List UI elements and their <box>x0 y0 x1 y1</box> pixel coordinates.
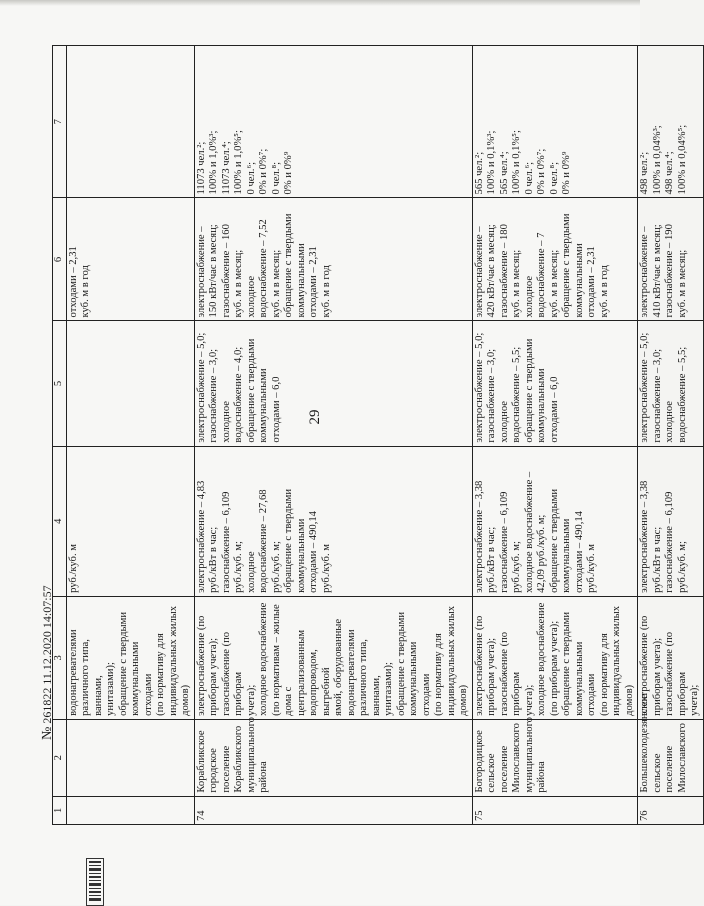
population-cell: 11073 чел.²; 100% и 1,0%³; 11073 чел.⁴; 100% и 1,0%⁵; 0 чел.⁶; 0% и 0%⁷; 0 чел.⁸; 0% и 0%⁹ <box>194 46 472 198</box>
number-sign: № <box>40 726 55 740</box>
barcode-stamp-icon <box>86 858 104 906</box>
table-row <box>472 46 638 825</box>
header-cell: 4 <box>53 446 67 596</box>
population-cell: 565 чел.²; 100% и 0,1%³; 565 чел.⁴; 100% и 0,1%⁵; 0 чел.⁶; 0% и 0%⁷; 0 чел.⁸; 0% и 0%⁹ <box>472 46 638 198</box>
rotated-table-wrapper <box>52 45 700 825</box>
row-number-cell: 76 <box>638 796 704 824</box>
document-serial <box>40 420 58 740</box>
header-cell: 1 <box>53 796 67 824</box>
row-number-cell <box>66 796 194 824</box>
page-number: 29 <box>307 409 323 425</box>
table-row <box>194 46 472 825</box>
services-cell: электроснабжение (по приборам учета); газоснабжение (по приборам учета); <box>638 596 704 719</box>
header-cell: 5 <box>53 321 67 446</box>
population-cell: 498 чел.²; 100% и 0,04%³; 498 чел.⁴; 100% и 0,04%⁵; <box>638 46 704 198</box>
tariffs-cell: электроснабжение – 3,38 руб./кВт в час; газоснабжение – 6,109 руб./куб. м; холодное водоснабжение – 42,09 руб./куб. м; обращение с твердыми коммунальными отходами – 490,14 руб./куб. м <box>472 446 638 596</box>
table-row <box>638 46 704 825</box>
data-table <box>52 45 704 825</box>
growth-cell: электроснабжение – 5,0; газоснабжение – 3,0; холодное водоснабжение – 5,5; <box>638 321 704 446</box>
header-cell: 2 <box>53 719 67 796</box>
tariffs-cell: электроснабжение – 4,83 руб./кВт в час; газоснабжение – 6,109 руб./куб. м; холодное водоснабжение – 27,68 руб./куб. м; обращение с твердыми коммунальными отходами – 490,14 руб./куб. м <box>194 446 472 596</box>
growth-cell: электроснабжение – 5,0; газоснабжение – 3,0; холодное водоснабжение – 4,0; обращение с твердыми коммунальными отходами – 6,0 <box>194 321 472 446</box>
volume-cell: отходами – 2,31 куб. м в год <box>66 198 194 321</box>
settlement-cell: Корабликское городское поселение Корабликского муниципального района <box>194 719 472 796</box>
header-cell: 3 <box>53 596 67 719</box>
settlement-cell: Большеколодезянское сельское поселение Милославского <box>638 719 704 796</box>
settlement-cell: Богородицкое сельское поселение Милославского муниципального района <box>472 719 638 796</box>
volume-cell: электроснабжение – 150 кВт/час в месяц; газоснабжение – 160 куб. м в месяц; холодное водоснабжение – 7,52 куб. м в месяц; обращение с твердыми коммунальными отходами – 2,31 куб. м в год <box>194 198 472 321</box>
table-row <box>66 46 194 825</box>
volume-cell: электроснабжение – 420 кВт/час в месяц; газоснабжение – 180 куб. м в месяц; холодное водоснабжение – 7 куб. м в месяц; обращение с твердыми коммунальными отходами – 2,31 куб. м в год <box>472 198 638 321</box>
volume-cell: электроснабжение – 410 кВт/час в месяц; газоснабжение – 190 куб. м в месяц; <box>638 198 704 321</box>
tariffs-cell: электроснабжение – 3,38 руб./кВт в час; газоснабжение – 6,109 руб./куб. м; <box>638 446 704 596</box>
growth-cell: электроснабжение – 5,0; газоснабжение – 3,0; холодное водоснабжение – 5,5; обращение с твердыми коммунальными отходами – 6,0 <box>472 321 638 446</box>
settlement-cell <box>66 719 194 796</box>
population-cell <box>66 46 194 198</box>
row-number-cell: 75 <box>472 796 638 824</box>
growth-cell <box>66 321 194 446</box>
scan-edge <box>0 0 640 6</box>
services-cell: электроснабжение (по приборам учета); газоснабжение (по приборам учета); холодное водоснабжение (по приборам учета); обращение с твердыми коммунальными отходами (по нормативу для индивидуальных жилых домов) <box>472 596 638 719</box>
tariffs-cell: руб./куб. м <box>66 446 194 596</box>
row-number-cell: 74 <box>194 796 472 824</box>
serial-text: 261822 11.12.2020 14:07:57 <box>40 585 54 724</box>
header-cell: 6 <box>53 198 67 321</box>
services-cell: электроснабжение (по приборам учета); газоснабжение (по приборам учета); холодное водоснабжение (по нормативам – жилые дома с централизованным водопроводом, выгребной ямой, оборудованные водонагревателями различного типа, ваннами, унитазами); обращение с твердыми коммунальными отходами (по нормативу для индивидуальных жилых домов) <box>194 596 472 719</box>
header-cell: 7 <box>53 46 67 198</box>
services-cell: водонагревателями различного типа, ваннами, унитазами); обращение с твердыми коммунальными отходами (по нормативу для индивидуальных жилых домов) <box>66 596 194 719</box>
